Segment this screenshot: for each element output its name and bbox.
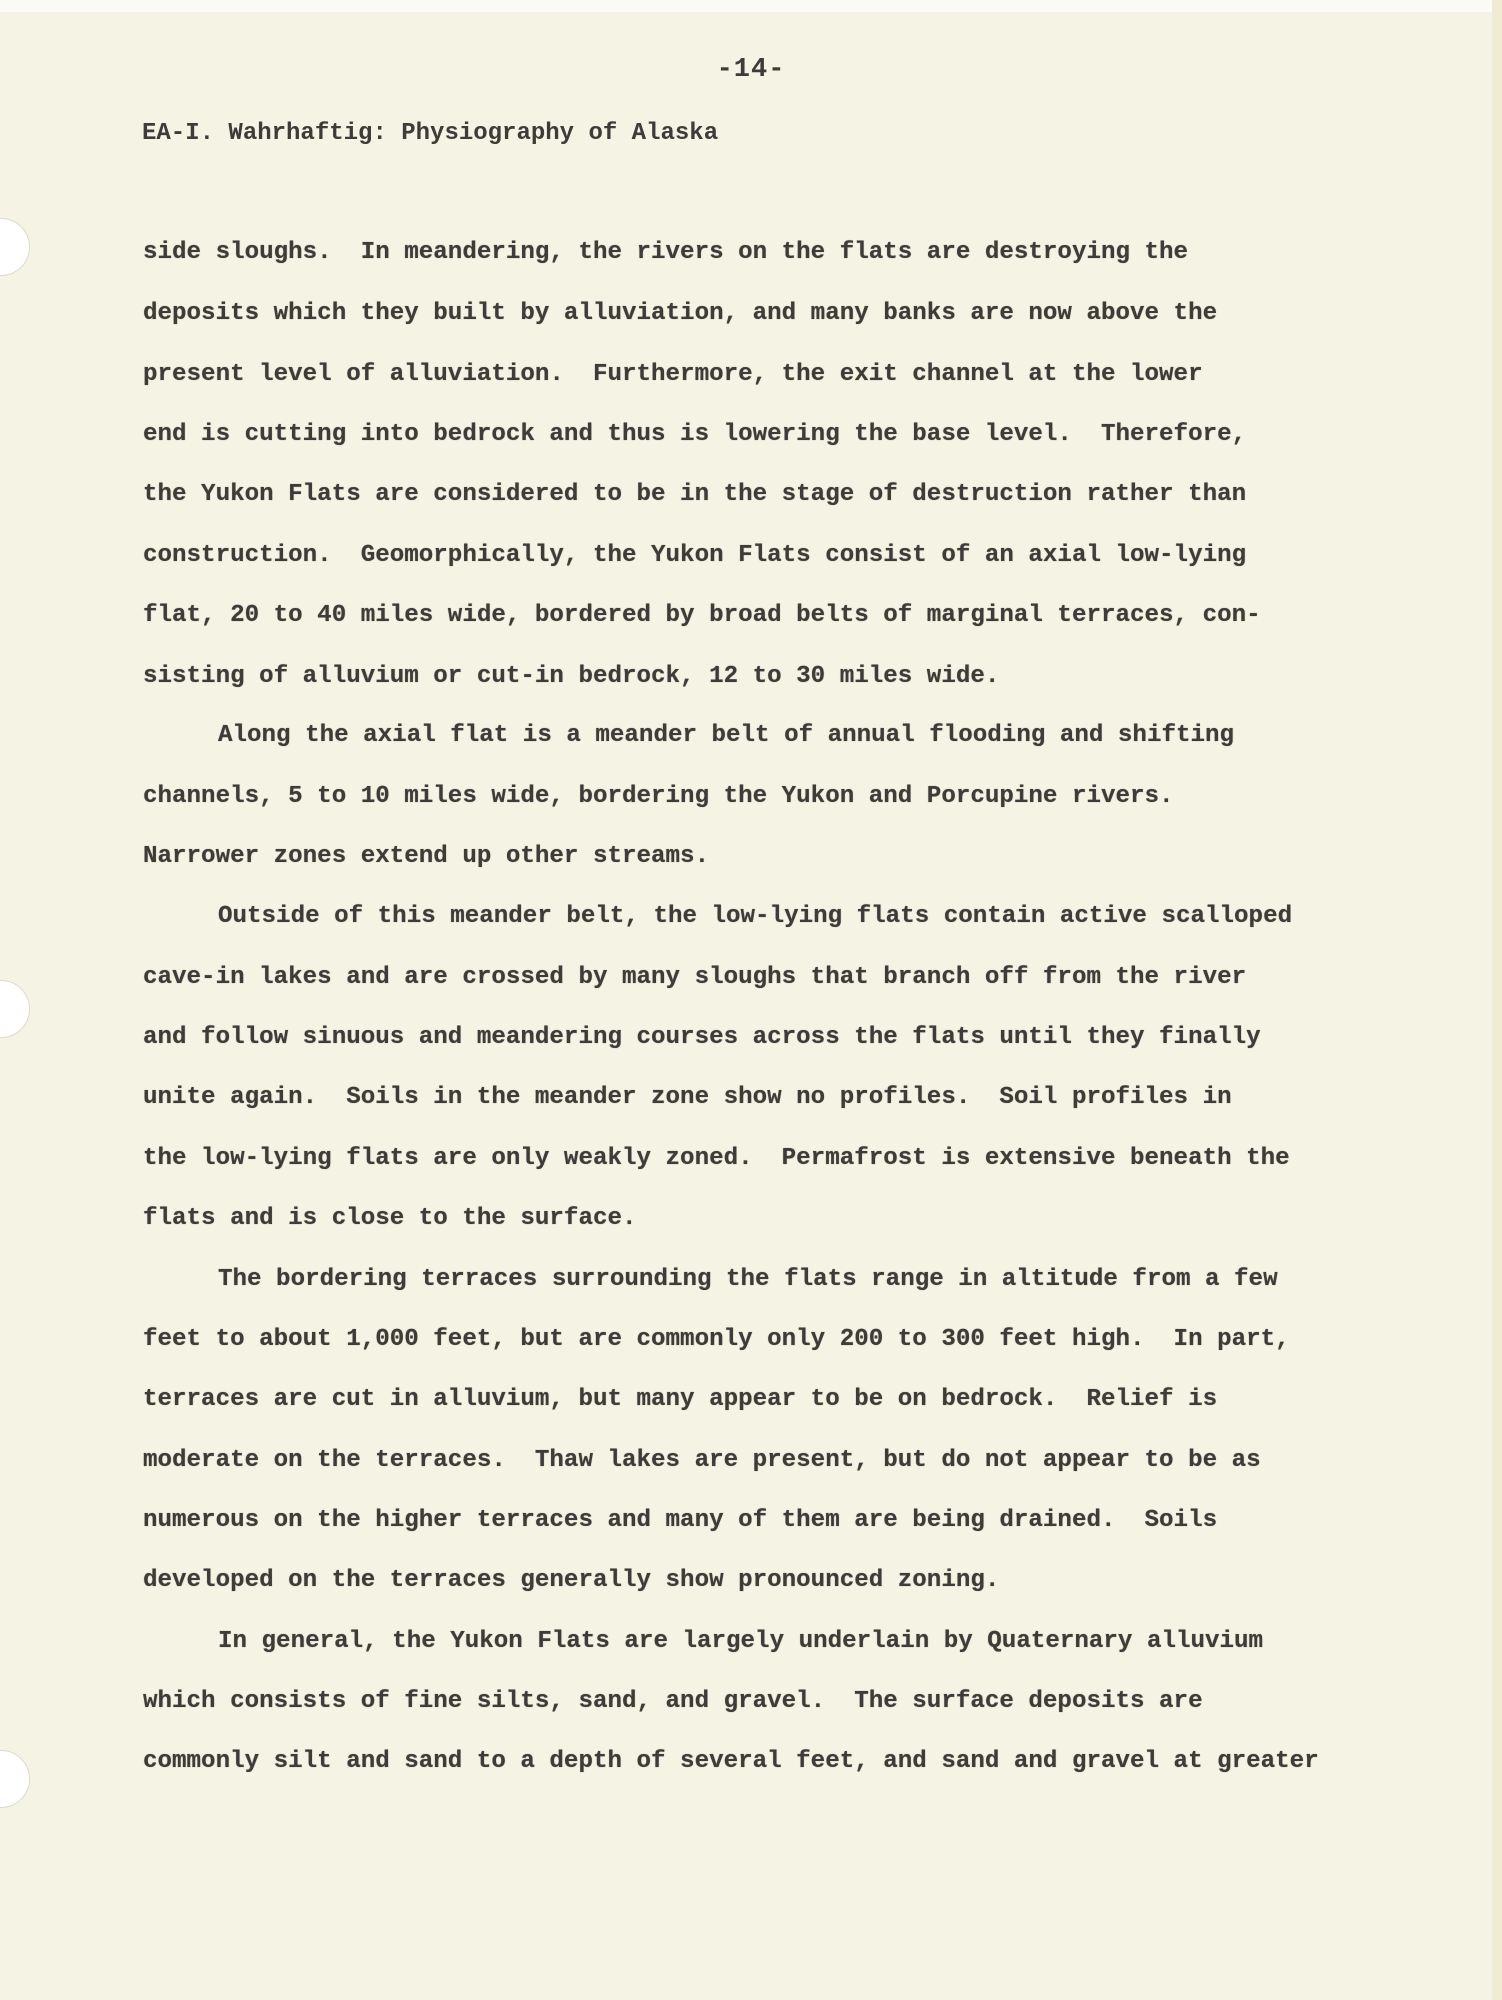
text-line: flats and is close to the surface. [143,1205,637,1232]
text-line: end is cutting into bedrock and thus is lowering the base level. Therefore, [143,421,1247,448]
text-line: sisting of alluvium or cut-in bedrock, 12 to 30 miles wide. [143,663,1000,690]
text-line: side sloughs. In meandering, the rivers on the flats are destroying the [143,239,1189,266]
text-line: channels, 5 to 10 miles wide, bordering the Yukon and Porcupine rivers. [143,783,1174,810]
text-line: moderate on the terraces. Thaw lakes are present, but do not appear to be as [143,1447,1261,1474]
text-line: construction. Geomorphically, the Yukon Flats consist of an axial low-lying [143,542,1247,569]
text-line: which consists of fine silts, sand, and gravel. The surface deposits are [143,1688,1203,1715]
running-header: EA-I. Wahrhaftig: Physiography of Alaska [142,120,719,147]
text-line: present level of alluviation. Furthermore, the exit channel at the lower [143,361,1203,388]
page-number: -14- [716,55,786,85]
binder-hole [0,1750,30,1808]
text-line: and follow sinuous and meandering courses across the flats until they finally [143,1024,1261,1051]
text-line: feet to about 1,000 feet, but are commonly only 200 to 300 feet high. In part, [143,1326,1290,1353]
text-line: unite again. Soils in the meander zone show no profiles. Soil profiles in [143,1084,1232,1111]
paper-top-edge [0,0,1502,12]
binder-hole [0,980,30,1038]
text-line: flat, 20 to 40 miles wide, bordered by broad belts of marginal terraces, con- [143,602,1261,629]
text-line: numerous on the higher terraces and many of them are being drained. Soils [143,1507,1218,1534]
text-line: In general, the Yukon Flats are largely underlain by Quaternary alluvium [218,1628,1264,1655]
text-line: developed on the terraces generally show pronounced zoning. [143,1567,1000,1594]
binder-hole [0,218,30,276]
text-line: the low-lying flats are only weakly zoned. Permafrost is extensive beneath the [143,1145,1290,1172]
text-line: cave-in lakes and are crossed by many sloughs that branch off from the river [143,964,1247,991]
paper-right-edge [1492,0,1502,2000]
text-line: Narrower zones extend up other streams. [143,843,710,870]
text-line: terraces are cut in alluvium, but many appear to be on bedrock. Relief is [143,1386,1218,1413]
text-line: deposits which they built by alluviation, and many banks are now above the [143,300,1218,327]
text-line: commonly silt and sand to a depth of several feet, and sand and gravel at greater [143,1748,1319,1775]
text-line: Along the axial flat is a meander belt of annual flooding and shifting [218,722,1235,749]
text-line: The bordering terraces surrounding the flats range in altitude from a few [218,1266,1278,1293]
text-line: Outside of this meander belt, the low-lying flats contain active scalloped [218,903,1293,930]
text-line: the Yukon Flats are considered to be in the stage of destruction rather than [143,481,1247,508]
